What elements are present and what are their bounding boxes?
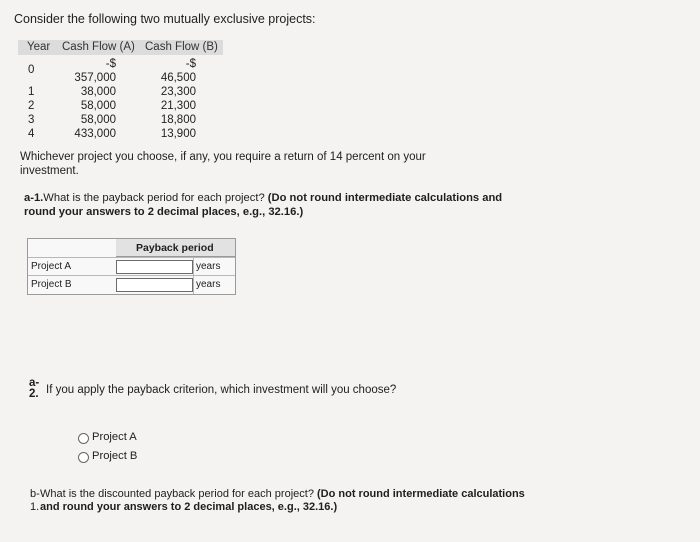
cash-flow-b-cell: 21,300 bbox=[160, 100, 196, 112]
radio-circle-icon[interactable] bbox=[78, 452, 89, 463]
question-b1-label: b- 1. bbox=[30, 488, 40, 513]
cash-flow-a-cell: 433,000 bbox=[74, 128, 116, 140]
answer-row-project-a bbox=[28, 257, 235, 276]
question-a1-label: a-1. bbox=[24, 192, 44, 204]
project-a-unit: years bbox=[196, 261, 221, 272]
cash-flow-a-cell: 58,000 bbox=[80, 114, 116, 126]
cash-flow-b-cell: -$ 46,500 bbox=[160, 58, 196, 84]
question-b1-text: What is the discounted payback period for each project? bbox=[40, 488, 314, 500]
payback-period-header-label: Payback period bbox=[136, 242, 214, 254]
project-b-label: Project B bbox=[31, 279, 72, 290]
column-divider bbox=[193, 258, 194, 276]
cash-flow-table bbox=[18, 40, 223, 143]
project-a-label: Project A bbox=[31, 261, 72, 272]
project-a-payback-input[interactable] bbox=[116, 260, 193, 274]
year-cell: 2 bbox=[28, 100, 35, 112]
cash-flow-a-cell: -$ 357,000 bbox=[74, 58, 116, 84]
question-a1-note: (Do not round intermediate calculations and round your answers to 2 decimal places, e.g., 32.16.) bbox=[24, 192, 503, 218]
question-a1-text: What is the payback period for each project? bbox=[43, 192, 265, 204]
radio-project-b-label[interactable]: Project B bbox=[92, 450, 138, 462]
answer-row-project-b bbox=[28, 275, 235, 294]
question-b1-note: (Do not round intermediate calculations and round your answers to 2 decimal places, e.g., 32.16.) bbox=[40, 488, 525, 513]
year-cell: 4 bbox=[28, 128, 35, 140]
project-b-payback-input[interactable] bbox=[116, 278, 193, 292]
project-b-unit: years bbox=[196, 279, 221, 290]
header-cash-flow-b: Cash Flow (B) bbox=[145, 41, 218, 53]
radio-project-a-label[interactable]: Project A bbox=[92, 431, 137, 443]
cash-flow-table-header bbox=[18, 40, 223, 55]
payback-period-header bbox=[116, 239, 235, 257]
question-b1-body bbox=[40, 488, 530, 514]
cash-flow-a-cell: 38,000 bbox=[80, 86, 116, 98]
cash-flow-b-cell: 13,900 bbox=[160, 128, 196, 140]
header-year: Year bbox=[27, 41, 51, 53]
cash-flow-a-cell: 58,000 bbox=[80, 100, 116, 112]
column-divider bbox=[193, 276, 194, 294]
question-a2-text: If you apply the payback criterion, which investment will you choose? bbox=[46, 384, 397, 396]
year-cell: 1 bbox=[28, 86, 35, 98]
year-cell: 3 bbox=[28, 114, 35, 126]
radio-circle-icon[interactable] bbox=[78, 433, 89, 444]
header-cash-flow-a: Cash Flow (A) bbox=[62, 41, 135, 53]
year-cell: 0 bbox=[28, 64, 35, 76]
question-a2-label: a- 2. bbox=[29, 377, 40, 400]
intro-text: Consider the following two mutually exclusive projects: bbox=[14, 12, 316, 26]
payback-answer-table bbox=[27, 238, 236, 295]
cash-flow-b-cell: 23,300 bbox=[160, 86, 196, 98]
question-a1 bbox=[24, 191, 524, 219]
required-return-text: Whichever project you choose, if any, you require a return of 14 percent on your investment. bbox=[20, 151, 426, 177]
cash-flow-b-cell: 18,800 bbox=[160, 114, 196, 126]
